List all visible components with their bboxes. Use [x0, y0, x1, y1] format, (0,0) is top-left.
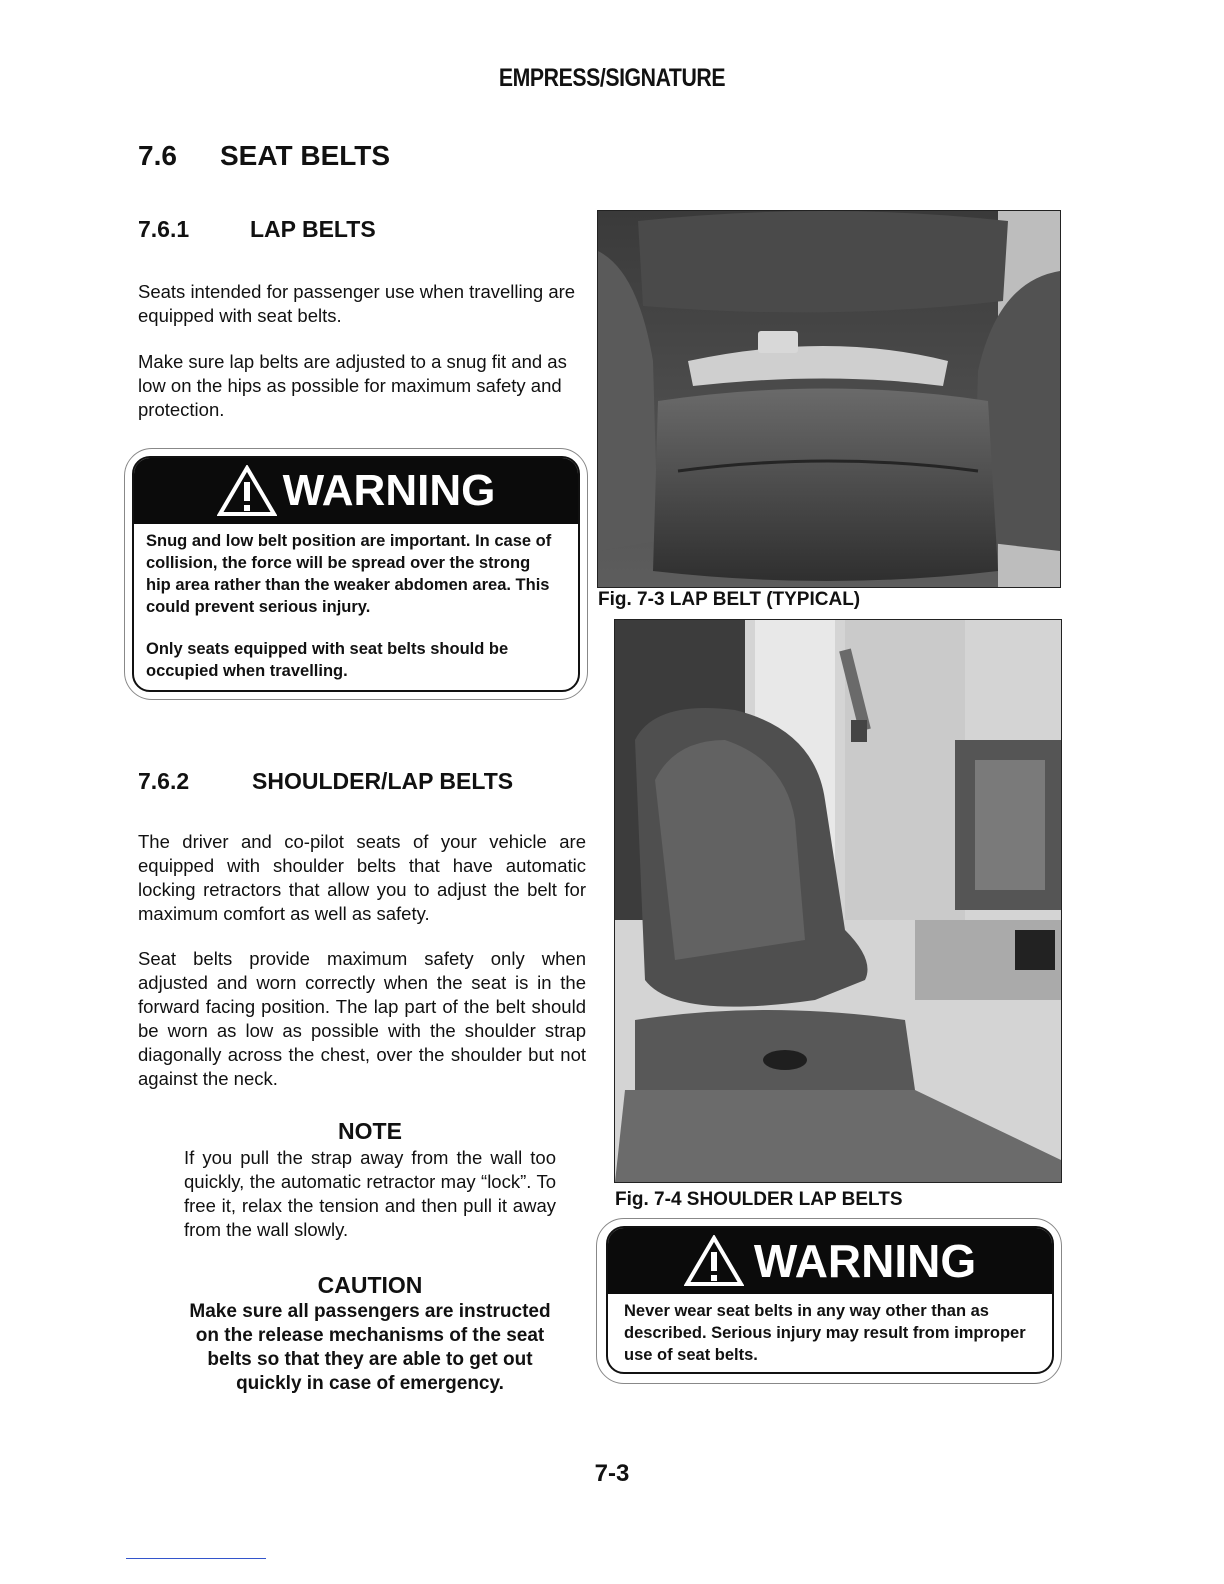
warning-text-2: Only seats equipped with seat belts should be occupied when travelling.: [146, 640, 509, 680]
shoulder-belt-seat-illustration: [615, 620, 1061, 1182]
shoulder-belt-photo: [614, 619, 1062, 1183]
caution-title: CAUTION: [317, 1272, 423, 1298]
lap-belts-heading: [138, 216, 376, 243]
shoulder-belts-paragraph-1: The driver and co-pilot seats of your vehicle are equipped with shoulder belts that have automatic locking retractors that allow you to adjust the belt for maximum comfort as well as safety.: [138, 831, 586, 924]
lap-belt-seat-illustration: [598, 211, 1060, 587]
warning-box-lap: [132, 456, 580, 692]
warning-triangle-icon-2: [684, 1235, 744, 1287]
shoulder-belts-number: 7.6.2: [138, 768, 190, 794]
section-heading: [138, 140, 390, 172]
warning-text-1: Snug and low belt position are important. In case of collision, the force will be spread over the strong hip area rather than the weaker abdomen area. This could prevent serious injury.: [146, 532, 552, 616]
note-title: NOTE: [338, 1118, 402, 1144]
warning-label-2: WARNING: [753, 1235, 977, 1287]
lap-belts-paragraph-1: Seats intended for passenger use when travelling are equipped with seat belts.: [138, 281, 576, 326]
note-text: If you pull the strap away from the wall too quickly, the automatic retractor may “lock”. To free it, relax the tension and then pull it away from the wall slowly.: [184, 1147, 556, 1240]
warning-label: WARNING: [282, 466, 496, 515]
lap-belts-title: LAP BELTS: [250, 216, 376, 242]
warning-banner-2: [608, 1228, 1052, 1294]
section-title: SEAT BELTS: [220, 140, 391, 171]
figure-7-4-caption: Fig. 7-4 SHOULDER LAP BELTS: [615, 1189, 903, 1210]
warning-banner: [134, 458, 578, 524]
shoulder-belts-heading: [138, 768, 513, 795]
shoulder-belts-paragraph-2: Seat belts provide maximum safety only when adjusted and worn correctly when the seat is in the forward facing position. The lap part of the belt should be worn as low as possible with the shoulder strap diagonally across the chest, over the shoulder but not against the neck.: [138, 948, 586, 1089]
section-number: 7.6: [138, 140, 177, 171]
lap-belt-photo: [597, 210, 1061, 588]
warning-text-3: Never wear seat belts in any way other than as described. Serious injury may result from improper use of seat belts.: [624, 1302, 1026, 1364]
lap-belts-number: 7.6.1: [138, 216, 190, 242]
warning-triangle-icon: [217, 465, 277, 517]
figure-7-3-caption: Fig. 7-3 LAP BELT (TYPICAL): [598, 589, 861, 610]
lap-belts-paragraph-2: Make sure lap belts are adjusted to a snug fit and as low on the hips as possible for maximum safety and protection.: [138, 351, 567, 420]
running-header: EMPRESS/SIGNATURE: [498, 64, 726, 92]
caution-text: Make sure all passengers are instructed on the release mechanisms of the seat belts so that they are able to get out quickly in case of emergency.: [189, 1301, 551, 1394]
footer-rule: [126, 1558, 266, 1559]
warning-box-shoulder: [606, 1226, 1054, 1374]
page-number: 7-3: [594, 1460, 630, 1487]
shoulder-belts-title: SHOULDER/LAP BELTS: [252, 768, 514, 794]
